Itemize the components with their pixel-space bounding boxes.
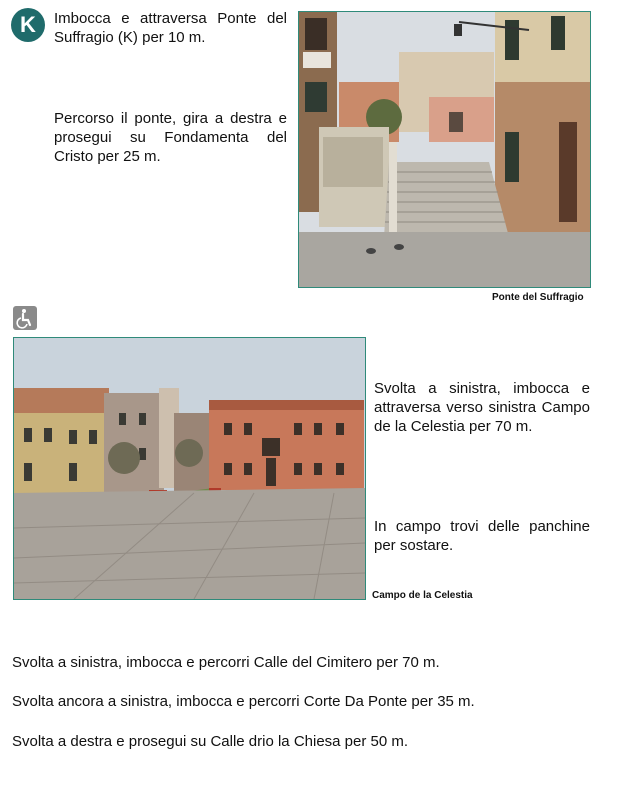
campo-instruction-1: Svolta a sinistra, imbocca e attraversa verso sinistra Campo de la Celestia per 70 m. xyxy=(374,380,590,435)
campo-instruction-2: In campo trovi delle panchine per sostare. xyxy=(374,518,590,554)
photo-caption-campo-de-la-celestia: Campo de la Celestia xyxy=(372,590,473,601)
step-instruction-1: Imbocca e attraversa Ponte del Suffragio (K) per 10 m. xyxy=(54,10,287,46)
direction-line: Svolta a sinistra, imbocca e percorri Calle del Cimitero per 70 m. xyxy=(12,654,440,671)
step-k-badge: K xyxy=(11,8,45,42)
wheelchair-icon xyxy=(13,306,37,330)
step-instruction-2: Percorso il ponte, gira a destra e prosegui su Fondamenta del Cristo per 25 m. xyxy=(54,110,287,165)
direction-line: Svolta ancora a sinistra, imbocca e percorri Corte Da Ponte per 35 m. xyxy=(12,693,475,710)
direction-line: Svolta a destra e prosegui su Calle drio la Chiesa per 50 m. xyxy=(12,733,409,750)
photo-caption-ponte-del-suffragio: Ponte del Suffragio xyxy=(492,292,584,303)
photo-campo-de-la-celestia xyxy=(13,337,366,600)
photo-ponte-del-suffragio xyxy=(298,11,591,288)
